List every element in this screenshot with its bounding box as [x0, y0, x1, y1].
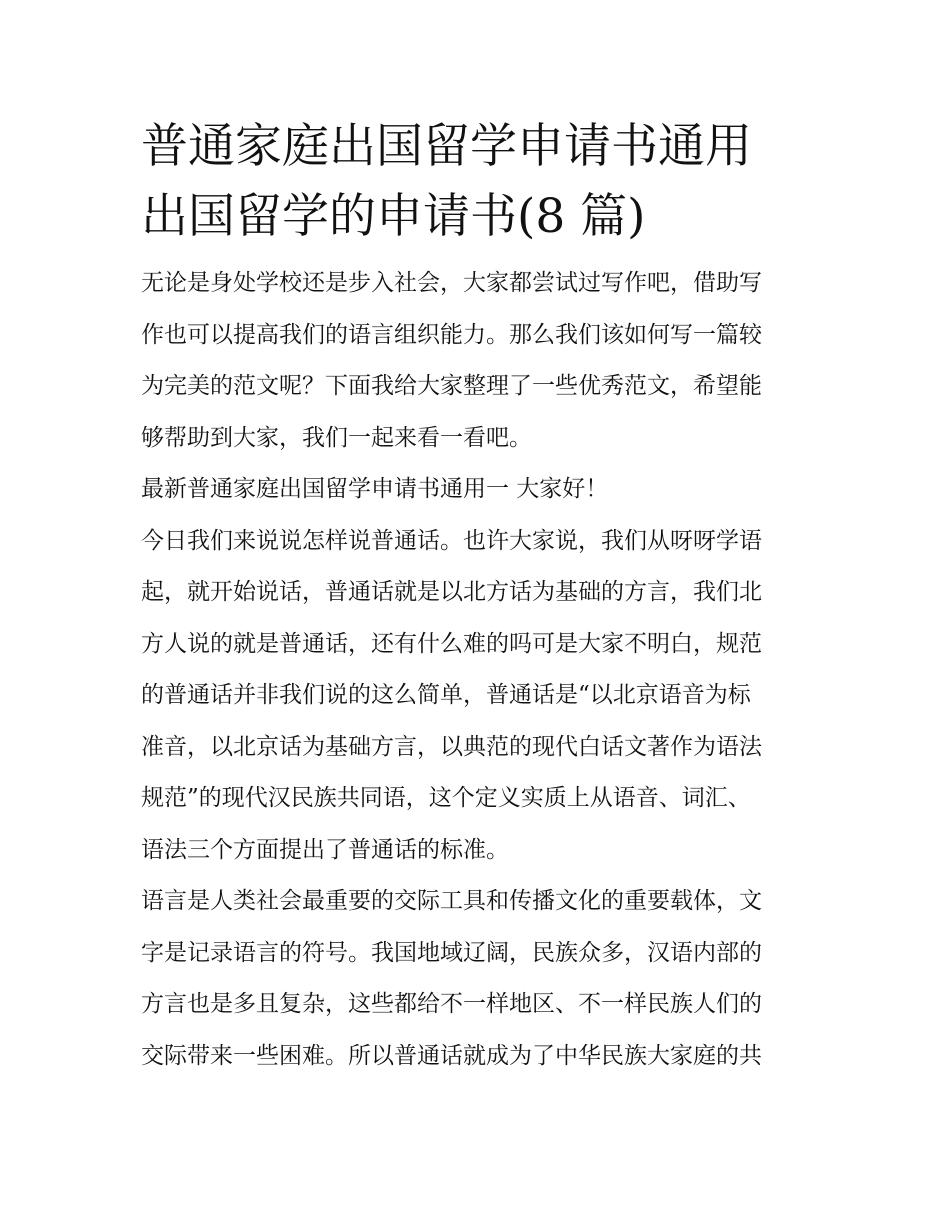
text-line: 为完美的范文呢？下面我给大家整理了一些优秀范文，希望能 [141, 373, 762, 399]
document-title [141, 112, 816, 252]
text-line: 规范”的现代汉民族共同语，这个定义实质上从语音、词汇、 [141, 785, 751, 811]
body-paragraph [141, 516, 816, 877]
document-body [141, 258, 816, 1082]
text-line: 起，就开始说话，普通话就是以北方话为基础的方言，我们北 [141, 579, 762, 605]
section-heading-paragraph [141, 464, 816, 516]
document-content [141, 112, 816, 1082]
title-line: 普通家庭出国留学申请书通用 [141, 119, 752, 174]
text-line: 语法三个方面提出了普通话的标准。 [141, 836, 509, 863]
text-line: 语言是人类社会最重要的交际工具和传播文化的重要载体，文 [141, 888, 762, 914]
text-line: 方人说的就是普通话，还有什么难的吗可是大家不明白，规范 [141, 630, 762, 657]
text-line: 字是记录语言的符号。我国地域辽阔，民族众多，汉语内部的 [141, 939, 762, 966]
intro-paragraph [141, 258, 816, 464]
body-paragraph [141, 876, 816, 1082]
text-line: 方言也是多且复杂，这些都给不一样地区、不一样民族人们的 [141, 991, 762, 1017]
title-line: 出国留学的申请书(8 篇) [141, 189, 646, 244]
text-line: 交际带来一些困难。所以普通话就成为了中华民族大家庭的共 [141, 1042, 762, 1069]
text-line: 今日我们来说说怎样说普通话。也许大家说，我们从呀呀学语 [141, 527, 762, 554]
text-line: 的普通话并非我们说的这么简单，普通话是“以北京语音为标 [141, 682, 751, 708]
text-line: 准音，以北京话为基础方言，以典范的现代白话文著作为语法 [141, 733, 762, 760]
text-line: 最新普通家庭出国留学申请书通用一 大家好！ [141, 476, 609, 502]
text-line: 作也可以提高我们的语言组织能力。那么我们该如何写一篇较 [141, 321, 762, 348]
text-line: 够帮助到大家，我们一起来看一看吧。 [141, 424, 532, 451]
text-line: 无论是身处学校还是步入社会，大家都尝试过写作吧，借助写 [141, 270, 762, 296]
